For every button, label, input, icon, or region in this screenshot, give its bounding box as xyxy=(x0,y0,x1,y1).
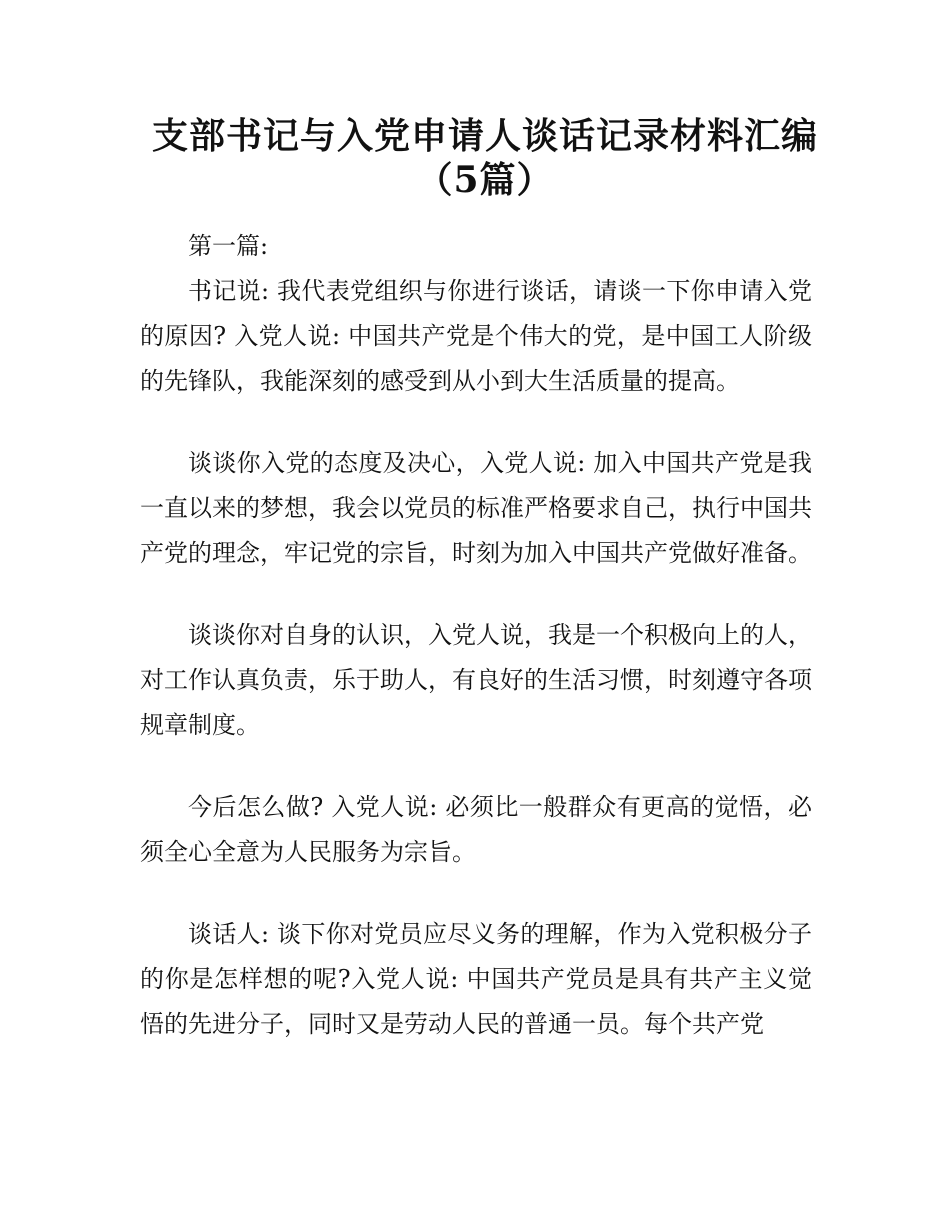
body-paragraph: 谈话人: 谈下你对党员应尽义务的理解，作为入党积极分子的你是怎样想的呢?入党人说: 中国共产党员是具有共产主义觉悟的先进分子，同时又是劳动人民的普通一员。每个共产党 xyxy=(140,920,812,1038)
body-paragraph: 书记说: 我代表党组织与你进行谈话，请谈一下你申请入党的原因? 入党人说: 中国共产党是个伟大的党，是中国工人阶级的先锋队，我能深刻的感受到从小到大生活质量的提高。 xyxy=(140,277,812,395)
body-paragraph: 谈谈你对自身的认识，入党人说，我是一个积极向上的人，对工作认真负责，乐于助人，有良好的生活习惯，时刻遵守各项规章制度。 xyxy=(140,621,812,739)
body-paragraph: 谈谈你入党的态度及决心，入党人说: 加入中国共产党是我一直以来的梦想，我会以党员的标准严格要求自己，执行中国共产党的理念，牢记党的宗旨，时刻为加入中国共产党做好准备。 xyxy=(140,449,812,567)
document-title-count: （5篇） xyxy=(416,159,554,201)
section-heading: 第一篇: xyxy=(188,232,269,260)
document-title: 支部书记与入党申请人谈话记录材料汇编 xyxy=(151,115,818,157)
document-body xyxy=(140,224,812,1047)
body-paragraph: 今后怎么做? 入党人说: 必须比一般群众有更高的觉悟，必须全心全意为人民服务为宗旨。 xyxy=(140,793,812,866)
